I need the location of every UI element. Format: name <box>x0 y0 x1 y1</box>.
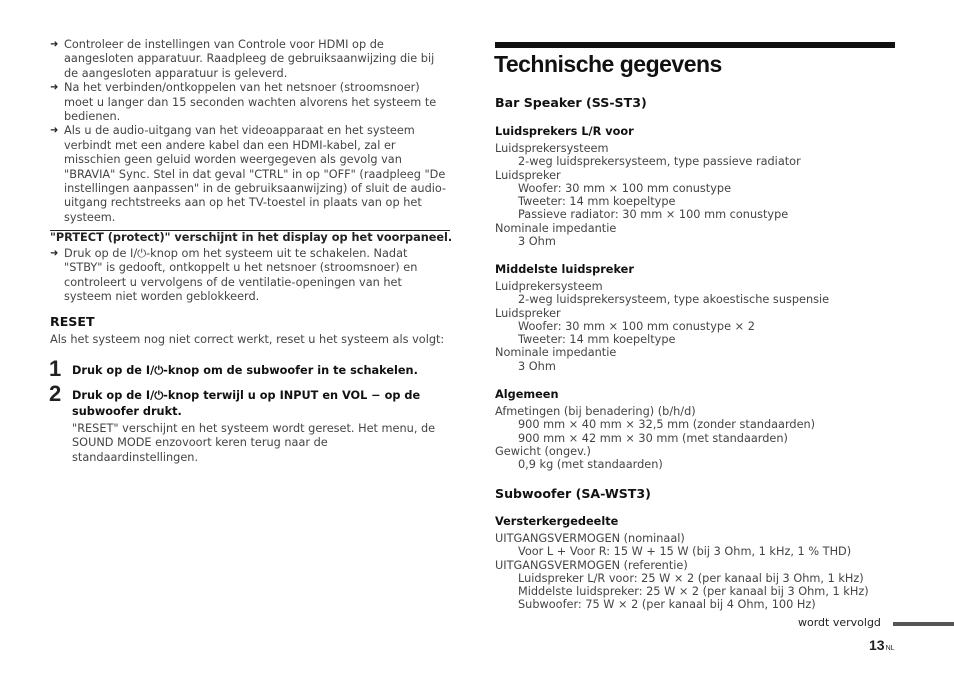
spec-value: 3 Ohm <box>518 359 556 373</box>
center-speaker-heading: Middelste luidspreker <box>495 263 634 276</box>
bullet-line: instellingen aanpassen" in de gebruiksaanwijzing) of sluit de audio- <box>64 182 447 196</box>
bullet-item <box>50 124 450 225</box>
bullet-item <box>50 247 450 305</box>
step-1-text: Druk op de I/⏻-knop om de subwoofer in te schakelen. <box>72 364 418 377</box>
spec-label: Afmetingen (bij benadering) (b/h/d) <box>495 405 696 418</box>
spec-value: Tweeter: 14 mm koepeltype <box>518 333 676 347</box>
center-specs <box>495 280 829 373</box>
spec-value: Passieve radiator: 30 mm × 100 mm conustype <box>518 208 789 222</box>
bullet-line: Als u de audio-uitgang van het videoapparaat en het systeem <box>64 124 415 138</box>
bullet-line: misschien geen geluid worden weergegeven als gevolg van <box>64 153 402 167</box>
bullet-line: uitgang rechtstreeks aan op het TV-toestel in plaats van op het <box>64 196 422 210</box>
bullet-line: systeem. <box>64 210 116 224</box>
spec-label: Luidprekersysteem <box>495 280 603 293</box>
bullet-line: moet u langer dan 15 seconden wachten alvorens het systeem te <box>64 95 437 109</box>
spec-value: Voor L + Voor R: 15 W + 15 W (bij 3 Ohm, 1 kHz, 1 % THD) <box>518 545 852 559</box>
bullet-line: controleert u vervolgens of de ventilatie-openingen van het <box>64 275 402 289</box>
continued-label: wordt vervolgd <box>798 616 881 629</box>
bullet-item <box>50 38 450 81</box>
spec-value: Woofer: 30 mm × 100 mm conustype <box>518 181 732 195</box>
bar-speaker-heading: Bar Speaker (SS-ST3) <box>495 95 647 110</box>
bullet-line: verbindt met een andere kabel dan een HDMI-kabel, zal er <box>64 138 396 152</box>
spec-value: 2-weg luidsprekersysteem, type akoestische suspensie <box>518 293 830 307</box>
spec-label: Luidsprekersysteem <box>495 142 609 155</box>
reset-heading: RESET <box>50 314 95 329</box>
section-rule <box>50 230 450 231</box>
bullet-line: Na het verbinden/ontkoppelen van het netsnoer (stroomsnoer) <box>64 81 420 95</box>
step-2-note-line: SOUND MODE enzovoort keren terug naar de <box>72 436 328 450</box>
step-2-note-line: "RESET" verschijnt en het systeem wordt gereset. Het menu, de <box>72 422 436 435</box>
arrow-icon: ➜ <box>50 82 59 94</box>
arrow-icon: ➜ <box>50 125 59 137</box>
spec-value: 0,9 kg (met standaarden) <box>518 458 663 472</box>
general-heading: Algemeen <box>495 388 559 401</box>
amplifier-heading: Versterkergedeelte <box>495 515 619 528</box>
bullet-line: de aangesloten apparatuur is geleverd. <box>64 66 288 80</box>
spec-label: Nominale impedantie <box>495 346 617 360</box>
spec-label: Gewicht (ongev.) <box>495 444 591 458</box>
prtect-heading: "PRTECT (protect)" verschijnt in het display op het voorpaneel. <box>50 231 453 244</box>
bullet-line: systeem niet worden geblokkeerd. <box>64 290 260 304</box>
step-1-number: 1 <box>49 356 62 381</box>
spec-label: Luidspreker <box>495 306 561 320</box>
spec-label: UITGANGSVERMOGEN (nominaal) <box>495 532 685 545</box>
spec-value: Woofer: 30 mm × 100 mm conustype × 2 <box>518 319 755 333</box>
page-number-value: 13 <box>869 637 885 653</box>
amplifier-specs <box>495 532 869 612</box>
spec-value: 3 Ohm <box>518 235 556 249</box>
bullet-line: aangesloten apparatuur. Raadpleeg de gebruiksaanwijzing die bij <box>64 52 435 66</box>
prtect-bullet <box>50 247 450 305</box>
arrow-icon: ➜ <box>50 39 59 50</box>
step-2-line: subwoofer drukt. <box>72 405 182 418</box>
step-2-number: 2 <box>49 381 62 406</box>
bullet-line: Controleer de instellingen van Controle voor HDMI op de <box>64 38 384 51</box>
lr-specs <box>495 142 801 248</box>
spec-value: 900 mm × 40 mm × 32,5 mm (zonder standaarden) <box>518 418 816 432</box>
continued-bar <box>893 622 954 626</box>
arrow-icon: ➜ <box>50 248 59 259</box>
step-2-text <box>72 388 420 420</box>
spec-value: Middelste luidspreker: 25 W × 2 (per kanaal bij 3 Ohm, 1 kHz) <box>518 585 869 599</box>
spec-label: UITGANGSVERMOGEN (referentie) <box>495 558 688 572</box>
spec-label: Luidspreker <box>495 168 561 182</box>
spec-value: 2-weg luidsprekersysteem, type passieve radiator <box>518 155 801 169</box>
bullet-line: Druk op de I/⏻-knop om het systeem uit te schakelen. Nadat <box>64 247 408 260</box>
bullet-line: "BRAVIA" Sync. Stel in dat geval "CTRL" in op "OFF" (raadpleeg "De <box>64 167 446 181</box>
reset-intro: Als het systeem nog niet correct werkt, reset u het systeem als volgt: <box>50 333 445 346</box>
troubleshooting-bullets <box>50 38 450 225</box>
step-2-line: Druk op de I/⏻-knop terwijl u op INPUT en VOL − op de <box>72 389 421 402</box>
page-title: Technische gegevens <box>494 51 722 77</box>
bullet-line: bedienen. <box>64 110 121 124</box>
spec-value: Subwoofer: 75 W × 2 (per kanaal bij 4 Ohm, 100 Hz) <box>518 598 816 612</box>
spec-label: Nominale impedantie <box>495 221 617 235</box>
spec-value: Luidspreker L/R voor: 25 W × 2 (per kanaal bij 3 Ohm, 1 kHz) <box>518 571 864 585</box>
page-number <box>869 637 895 653</box>
lr-speakers-heading: Luidsprekers L/R voor <box>495 125 634 138</box>
page-language: NL <box>885 645 895 652</box>
title-bar <box>495 42 895 48</box>
general-specs <box>495 405 815 471</box>
step-2-note-line: standaardinstellingen. <box>72 450 199 464</box>
bullet-line: "STBY" is gedooft, ontkoppelt u het netsnoer (stroomsnoer) en <box>64 261 418 275</box>
bullet-item <box>50 81 450 124</box>
step-2-note <box>72 422 435 465</box>
spec-value: 900 mm × 42 mm × 30 mm (met standaarden) <box>518 431 788 445</box>
subwoofer-heading: Subwoofer (SA-WST3) <box>495 486 651 501</box>
spec-value: Tweeter: 14 mm koepeltype <box>518 195 676 209</box>
